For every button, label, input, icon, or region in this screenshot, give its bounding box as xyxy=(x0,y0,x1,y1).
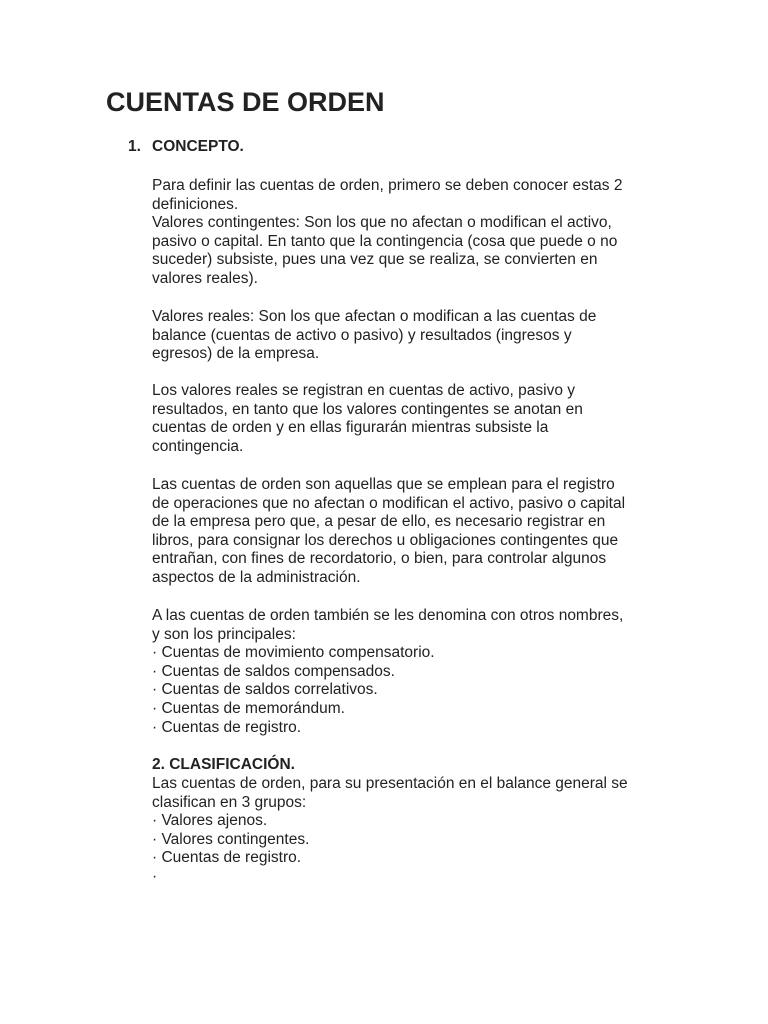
list-item: · Cuentas de saldos compensados. xyxy=(152,662,395,680)
paragraph-otros-nombres xyxy=(152,607,672,737)
list-item: · Cuentas de memorándum. xyxy=(152,699,345,717)
list-item: · Valores ajenos. xyxy=(152,812,268,830)
text-line: definiciones. xyxy=(152,195,239,213)
section-heading-clasificacion: 2. CLASIFICACIÓN. xyxy=(152,756,295,773)
text-line: Para definir las cuentas de orden, primero se deben conocer estas 2 xyxy=(152,177,623,194)
text-line: de la empresa pero que, a pesar de ello, es necesario registrar en xyxy=(152,513,606,531)
text-line: Valores reales: Son los que afectan o modifican a las cuentas de xyxy=(152,308,597,325)
text-line: A las cuentas de orden también se les denomina con otros nombres, xyxy=(152,607,624,624)
list-item: · Cuentas de saldos correlativos. xyxy=(152,681,378,699)
list-item: · Cuentas de registro. xyxy=(152,849,302,867)
text-line: cuentas de orden y en ellas figurarán mientras subsiste la xyxy=(152,419,549,437)
text-line: balance (cuentas de activo o pasivo) y resultados (ingresos y xyxy=(152,326,572,344)
text-line: suceder) subsiste, pues una vez que se realiza, se convierten en xyxy=(152,251,598,269)
paragraph-definicion-cuentas-orden xyxy=(152,476,672,588)
section-heading-text: CONCEPTO. xyxy=(152,138,244,155)
page-title: CUENTAS DE ORDEN xyxy=(106,87,385,117)
list-item: · Valores contingentes. xyxy=(152,830,310,848)
section-heading-concepto xyxy=(128,138,244,157)
text-line: de operaciones que no afectan o modifican el activo, pasivo o capital xyxy=(152,494,626,512)
text-line: resultados, en tanto que los valores contingentes se anotan en xyxy=(152,400,583,418)
text-line: Los valores reales se registran en cuentas de activo, pasivo y xyxy=(152,382,576,399)
paragraph-definiciones xyxy=(152,177,672,289)
text-line: pasivo o capital. En tanto que la contingencia (cosa que puede o no xyxy=(152,232,618,250)
paragraph-valores-reales xyxy=(152,308,672,364)
text-line: aspectos de la administración. xyxy=(152,568,361,586)
text-line: y son los principales: xyxy=(152,625,296,643)
list-item: · Cuentas de registro. xyxy=(152,718,302,736)
text-line: Las cuentas de orden son aquellas que se emplean para el registro xyxy=(152,476,615,493)
section-number: 1. xyxy=(128,138,141,155)
paragraph-registro-valores xyxy=(152,382,672,456)
text-line: entrañan, con fines de recordatorio, o bien, para controlar algunos xyxy=(152,550,607,568)
text-line: libros, para consignar los derechos u obligaciones contingentes que xyxy=(152,531,619,549)
paragraph-clasificacion xyxy=(152,775,672,887)
list-item: · Cuentas de movimiento compensatorio. xyxy=(152,644,435,662)
text-line: valores reales). xyxy=(152,269,258,287)
text-line: Las cuentas de orden, para su presentación en el balance general se xyxy=(152,775,628,792)
list-item: · xyxy=(152,867,158,885)
text-line: Valores contingentes: Son los que no afectan o modifican el activo, xyxy=(152,214,612,232)
text-line: egresos) de la empresa. xyxy=(152,345,320,363)
text-line: clasifican en 3 grupos: xyxy=(152,793,307,811)
text-line: contingencia. xyxy=(152,437,244,455)
